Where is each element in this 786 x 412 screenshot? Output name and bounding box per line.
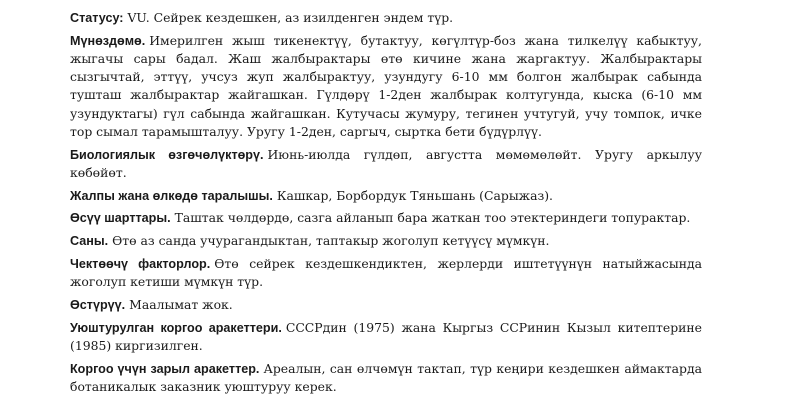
habitat-label: Өсүү шарттары. — [70, 211, 171, 226]
limiting-factors-label: Чектөөчү факторлор. — [70, 257, 211, 271]
status-label: Статусу: — [70, 11, 124, 25]
distribution-text: Кашкар, Борбордук Тяньшань (Сарыжаз). — [276, 187, 553, 203]
abundance-paragraph — [70, 232, 702, 250]
habitat-paragraph — [70, 209, 702, 227]
status-text: VU. Сейрек кездешкен, аз изилденген эндем түр. — [127, 10, 454, 25]
required-actions-text: Ареалын, сан өлчөмүн тактап, түр кеңири кездешкен аймактарда ботаникалык заказник уюштуруу керек. — [70, 360, 702, 394]
description-text: Имерилген жыш тикенектүү, бутактуу, көгүлтүр-боз жана тилкелүү кабыктуу, жыгачы сары бадал. Жаш жалбырактары өтө кичине жана жаргактуу. Жалбырактары сызгычтай, эттүү, учсуз жуп жалбырактуу, узундугу 6-10 мм болгон жалбырак сабында тушташ жалбырактар жайгашкан. Гүлдөрү 1-2ден жалбырак колтугунда, кыска (6-10 мм узундуктагы) гүл сабында жайгашкан. Кутучасы жумуру, тегинен учтугуй, учу томпок, ичке тор сымал тарамышталуу. Уругу 1-2ден, саргыч, сыртка бети бүдүрлүү. — [70, 32, 702, 139]
distribution-paragraph — [70, 187, 702, 205]
required-actions-paragraph — [70, 360, 702, 396]
limiting-factors-text: Өтө сейрек кездешкендиктен, жерлерди иштетүүнүн натыйжасында жоголуп кетиши мүмкүн түр. — [70, 256, 702, 290]
cultivation-paragraph — [70, 296, 702, 314]
description-paragraph — [70, 32, 702, 141]
status-paragraph — [70, 9, 702, 27]
abundance-text: Өтө аз санда учурагандыктан, таптакыр жоголуп кетүүсү мүмкүн. — [112, 233, 550, 249]
species-description-document — [70, 9, 702, 401]
distribution-label: Жалпы жана өлкөдө таралышы. — [70, 188, 273, 203]
biology-text: Июнь-июлда гүлдөп, августта мөмөмөлөйт. Уругу аркылуу көбөйөт. — [70, 146, 702, 180]
description-label: Мүнөздөмө. — [70, 33, 146, 48]
limiting-factors-paragraph — [70, 255, 702, 291]
cultivation-label: Өстүрүү. — [70, 298, 126, 312]
biology-label: Биологиялык өзгөчөлүктөрү. — [70, 147, 264, 162]
required-actions-label: Коргоо үчүн зарыл аракеттер. — [70, 361, 260, 376]
abundance-label: Саны. — [70, 234, 109, 249]
protection-measures-paragraph — [70, 319, 702, 355]
habitat-text: Таштак чөлдөрдө, сазга айланып бара жаткан тоо этектериндеги топурактар. — [174, 210, 691, 226]
biology-paragraph — [70, 146, 702, 182]
protection-measures-label: Уюштурулган коргоо аракеттери. — [70, 320, 282, 335]
cultivation-text: Маалымат жок. — [129, 297, 233, 312]
protection-measures-text: СССРдин (1975) жана Кыргыз ССРинин Кызыл китептерине (1985) киргизилген. — [70, 319, 702, 353]
